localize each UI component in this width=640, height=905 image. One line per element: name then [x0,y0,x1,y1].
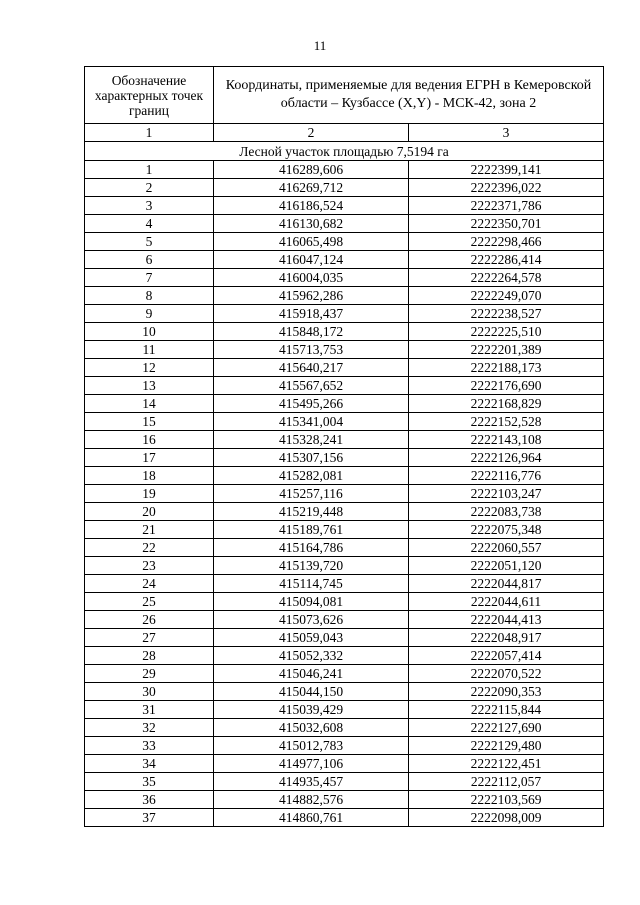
y-coordinate-cell: 2222238,527 [409,305,604,323]
x-coordinate-cell: 415567,652 [214,377,409,395]
y-coordinate-cell: 2222286,414 [409,251,604,269]
y-coordinate-cell: 2222051,120 [409,557,604,575]
point-id-cell: 11 [85,341,214,359]
table-row [85,809,604,827]
y-coordinate-cell: 2222112,057 [409,773,604,791]
point-id-cell: 8 [85,287,214,305]
table-row [85,629,604,647]
y-coordinate-cell: 2222044,413 [409,611,604,629]
y-coordinate-cell: 2222083,738 [409,503,604,521]
x-coordinate-cell: 415713,753 [214,341,409,359]
x-coordinate-cell: 415139,720 [214,557,409,575]
y-coordinate-cell: 2222188,173 [409,359,604,377]
point-id-cell: 22 [85,539,214,557]
x-coordinate-cell: 415073,626 [214,611,409,629]
y-coordinate-cell: 2222115,844 [409,701,604,719]
x-coordinate-cell: 414977,106 [214,755,409,773]
y-coordinate-cell: 2222044,611 [409,593,604,611]
table-row [85,305,604,323]
y-coordinate-cell: 2222249,070 [409,287,604,305]
point-id-cell: 20 [85,503,214,521]
table-row [85,395,604,413]
x-coordinate-cell: 414860,761 [214,809,409,827]
x-coordinate-cell: 415052,332 [214,647,409,665]
section-title: Лесной участок площадью 7,5194 га [85,142,604,161]
y-coordinate-cell: 2222201,389 [409,341,604,359]
point-id-cell: 37 [85,809,214,827]
y-coordinate-cell: 2222298,466 [409,233,604,251]
x-coordinate-cell: 416065,498 [214,233,409,251]
point-id-cell: 2 [85,179,214,197]
point-id-cell: 30 [85,683,214,701]
y-coordinate-cell: 2222168,829 [409,395,604,413]
point-id-cell: 10 [85,323,214,341]
table-row [85,251,604,269]
y-coordinate-cell: 2222396,022 [409,179,604,197]
point-id-cell: 21 [85,521,214,539]
y-coordinate-cell: 2222225,510 [409,323,604,341]
x-coordinate-cell: 415307,156 [214,449,409,467]
x-coordinate-cell: 415640,217 [214,359,409,377]
point-id-cell: 24 [85,575,214,593]
column-number: 2 [214,124,409,142]
y-coordinate-cell: 2222127,690 [409,719,604,737]
x-coordinate-cell: 416004,035 [214,269,409,287]
x-coordinate-cell: 415044,150 [214,683,409,701]
x-coordinate-cell: 415848,172 [214,323,409,341]
table-row [85,737,604,755]
y-coordinate-cell: 2222350,701 [409,215,604,233]
table-row [85,215,604,233]
y-coordinate-cell: 2222371,786 [409,197,604,215]
point-id-cell: 3 [85,197,214,215]
y-coordinate-cell: 2222143,108 [409,431,604,449]
x-coordinate-cell: 415012,783 [214,737,409,755]
x-coordinate-cell: 415114,745 [214,575,409,593]
x-coordinate-cell: 416269,712 [214,179,409,197]
y-coordinate-cell: 2222057,414 [409,647,604,665]
table-row [85,413,604,431]
y-coordinate-cell: 2222060,557 [409,539,604,557]
table-row [85,701,604,719]
x-coordinate-cell: 415039,429 [214,701,409,719]
point-id-cell: 7 [85,269,214,287]
table-row [85,773,604,791]
table-row [85,755,604,773]
x-coordinate-cell: 415328,241 [214,431,409,449]
point-id-cell: 26 [85,611,214,629]
table-row [85,197,604,215]
table-row [85,179,604,197]
table-row [85,719,604,737]
table-row [85,359,604,377]
section-title-row [85,142,604,161]
point-id-cell: 25 [85,593,214,611]
x-coordinate-cell: 415918,437 [214,305,409,323]
point-id-cell: 5 [85,233,214,251]
table-row [85,503,604,521]
x-coordinate-cell: 414882,576 [214,791,409,809]
x-coordinate-cell: 416047,124 [214,251,409,269]
table-row [85,233,604,251]
table-row [85,485,604,503]
y-coordinate-cell: 2222098,009 [409,809,604,827]
y-coordinate-cell: 2222126,964 [409,449,604,467]
y-coordinate-cell: 2222044,817 [409,575,604,593]
coordinates-table [84,66,604,827]
x-coordinate-cell: 415219,448 [214,503,409,521]
point-id-cell: 23 [85,557,214,575]
point-id-cell: 34 [85,755,214,773]
x-coordinate-cell: 415962,286 [214,287,409,305]
x-coordinate-cell: 415495,266 [214,395,409,413]
x-coordinate-cell: 415046,241 [214,665,409,683]
x-coordinate-cell: 416130,682 [214,215,409,233]
table-row [85,539,604,557]
table-row [85,593,604,611]
x-coordinate-cell: 415164,786 [214,539,409,557]
table-row [85,467,604,485]
y-coordinate-cell: 2222176,690 [409,377,604,395]
x-coordinate-cell: 415032,608 [214,719,409,737]
y-coordinate-cell: 2222075,348 [409,521,604,539]
point-id-cell: 15 [85,413,214,431]
y-coordinate-cell: 2222116,776 [409,467,604,485]
table-row [85,611,604,629]
x-coordinate-cell: 415257,116 [214,485,409,503]
point-id-cell: 18 [85,467,214,485]
y-coordinate-cell: 2222152,528 [409,413,604,431]
y-coordinate-cell: 2222399,141 [409,161,604,179]
x-coordinate-cell: 415189,761 [214,521,409,539]
point-id-cell: 16 [85,431,214,449]
point-id-cell: 14 [85,395,214,413]
column-number-row [85,124,604,142]
column-number: 3 [409,124,604,142]
point-id-cell: 27 [85,629,214,647]
point-id-cell: 4 [85,215,214,233]
x-coordinate-cell: 415094,081 [214,593,409,611]
y-coordinate-cell: 2222103,247 [409,485,604,503]
table-row [85,665,604,683]
point-id-cell: 13 [85,377,214,395]
table-row [85,287,604,305]
y-coordinate-cell: 2222129,480 [409,737,604,755]
x-coordinate-cell: 416289,606 [214,161,409,179]
y-coordinate-cell: 2222264,578 [409,269,604,287]
table-row [85,449,604,467]
y-coordinate-cell: 2222090,353 [409,683,604,701]
y-coordinate-cell: 2222122,451 [409,755,604,773]
table-row [85,521,604,539]
column-number: 1 [85,124,214,142]
x-coordinate-cell: 415341,004 [214,413,409,431]
table-row [85,377,604,395]
point-id-cell: 35 [85,773,214,791]
y-coordinate-cell: 2222103,569 [409,791,604,809]
x-coordinate-cell: 415059,043 [214,629,409,647]
point-id-cell: 28 [85,647,214,665]
point-id-cell: 36 [85,791,214,809]
header-point-designation: Обозначение характерных точек границ [85,67,214,124]
table-header-row [85,67,604,124]
y-coordinate-cell: 2222070,522 [409,665,604,683]
table-row [85,647,604,665]
table-row [85,557,604,575]
point-id-cell: 31 [85,701,214,719]
point-id-cell: 9 [85,305,214,323]
x-coordinate-cell: 414935,457 [214,773,409,791]
point-id-cell: 1 [85,161,214,179]
point-id-cell: 19 [85,485,214,503]
point-id-cell: 6 [85,251,214,269]
table-row [85,323,604,341]
x-coordinate-cell: 415282,081 [214,467,409,485]
table-row [85,269,604,287]
point-id-cell: 17 [85,449,214,467]
table-row [85,683,604,701]
page-number: 11 [313,38,327,53]
table-row [85,431,604,449]
point-id-cell: 33 [85,737,214,755]
header-coordinates: Координаты, применяемые для ведения ЕГРН в Кемеровской области – Кузбассе (X,Y) - МСК-42, зона 2 [214,67,604,124]
table-row [85,791,604,809]
table-row [85,341,604,359]
y-coordinate-cell: 2222048,917 [409,629,604,647]
point-id-cell: 12 [85,359,214,377]
table-row [85,161,604,179]
x-coordinate-cell: 416186,524 [214,197,409,215]
point-id-cell: 29 [85,665,214,683]
table-row [85,575,604,593]
point-id-cell: 32 [85,719,214,737]
